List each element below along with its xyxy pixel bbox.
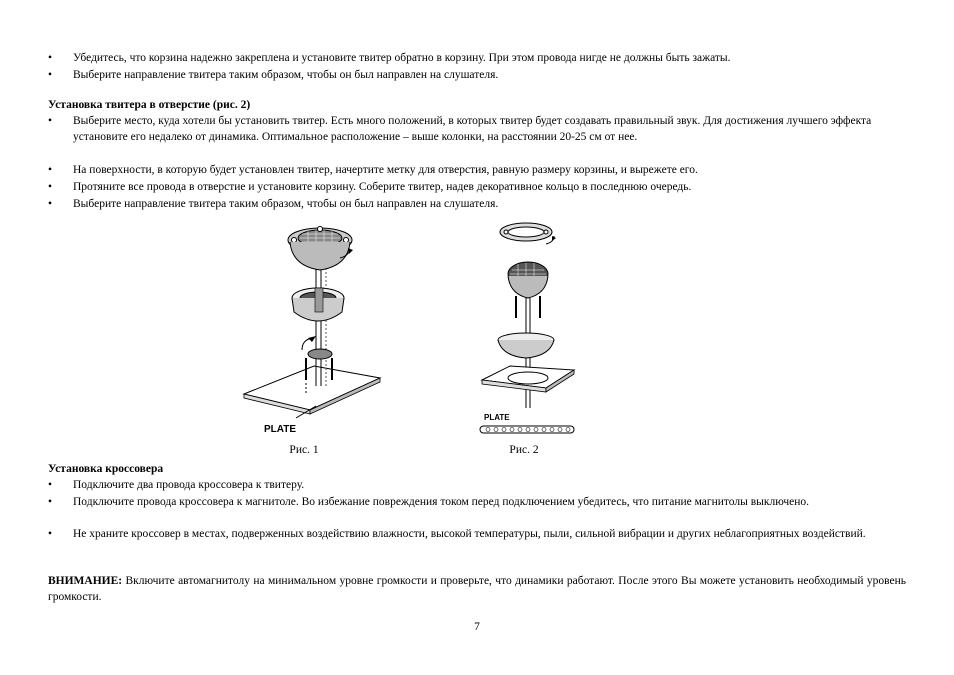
bullet-text: Подключите провода кроссовера к магнитоле. Во избежание повреждения током перед подключением убедитесь, что питание магнитолы выключено.: [73, 496, 810, 508]
list-item: [48, 526, 906, 542]
bullet-text: Подключите два провода кроссовера к твитеру.: [73, 479, 305, 491]
bullet-icon: •: [48, 198, 53, 210]
list-item: [48, 67, 906, 83]
bullet-text: Не храните кроссовер в местах, подверженных воздействию влажности, высокой температуры, пыли, сильной вибрации и других неблагоприятных воздействий.: [73, 528, 866, 540]
bullet-icon: •: [48, 181, 53, 193]
bullet-text: Протяните все провода в отверстие и установите корзину. Соберите твитер, надев декоративное кольцо в последнюю очередь.: [73, 181, 692, 193]
list-item: [48, 113, 906, 145]
bullet-text: Выберите направление твитера таким образом, чтобы он был направлен на слушателя.: [73, 198, 499, 210]
bullet-icon: •: [48, 115, 53, 127]
list-item: [48, 179, 906, 195]
bullet-text: Убедитесь, что корзина надежно закреплена и установите твитер обратно в корзину. При этом провода нигде не должны быть зажаты.: [73, 52, 731, 64]
figure-1-tweeter-surface-mount: [236, 218, 386, 440]
plate-label: PLATE: [264, 424, 297, 435]
bullet-text: На поверхности, в которую будет установлен твитер, начертите метку для отверстия, равную размеру корзины, и вырежете его.: [73, 164, 698, 176]
bullet-text: Выберите место, куда хотели бы установить твитер. Есть много положений, в которых твитер будет создавать правильный звук. Для достижения лучшего эффекта установите его недалеко от динамика. Оптимальное расположение – выше колонки, на расстоянии 20-25 см от нее.: [73, 115, 872, 143]
section-heading-hole: Установка твитера в отверстие (рис. 2): [48, 99, 251, 111]
page-number: 7: [474, 621, 480, 633]
bullet-icon: •: [48, 69, 53, 81]
bullet-text: Выберите направление твитера таким образом, чтобы он был направлен на слушателя.: [73, 69, 499, 81]
bullet-icon: •: [48, 496, 53, 508]
plate-label: PLATE: [484, 413, 510, 422]
list-item: [48, 494, 906, 510]
list-item: [48, 162, 906, 178]
list-item: [48, 196, 906, 212]
section-heading-crossover: Установка кроссовера: [48, 463, 164, 475]
figure-2-caption: Рис. 2: [509, 444, 539, 456]
figure-2-tweeter-flush-mount: [476, 218, 586, 440]
list-item: [48, 477, 906, 493]
figure-1-caption: Рис. 1: [289, 444, 319, 456]
bullet-icon: •: [48, 528, 53, 540]
list-item: [48, 50, 906, 66]
bullet-icon: •: [48, 479, 53, 491]
warning-label: ВНИМАНИЕ:: [48, 575, 123, 587]
warning-paragraph: [48, 573, 906, 605]
bullet-icon: •: [48, 164, 53, 176]
bullet-icon: •: [48, 52, 53, 64]
warning-text: Включите автомагнитолу на минимальном уровне громкости и проверьте, что динамики работают. После этого Вы можете установить необходимый уровень громкости.: [48, 575, 906, 603]
